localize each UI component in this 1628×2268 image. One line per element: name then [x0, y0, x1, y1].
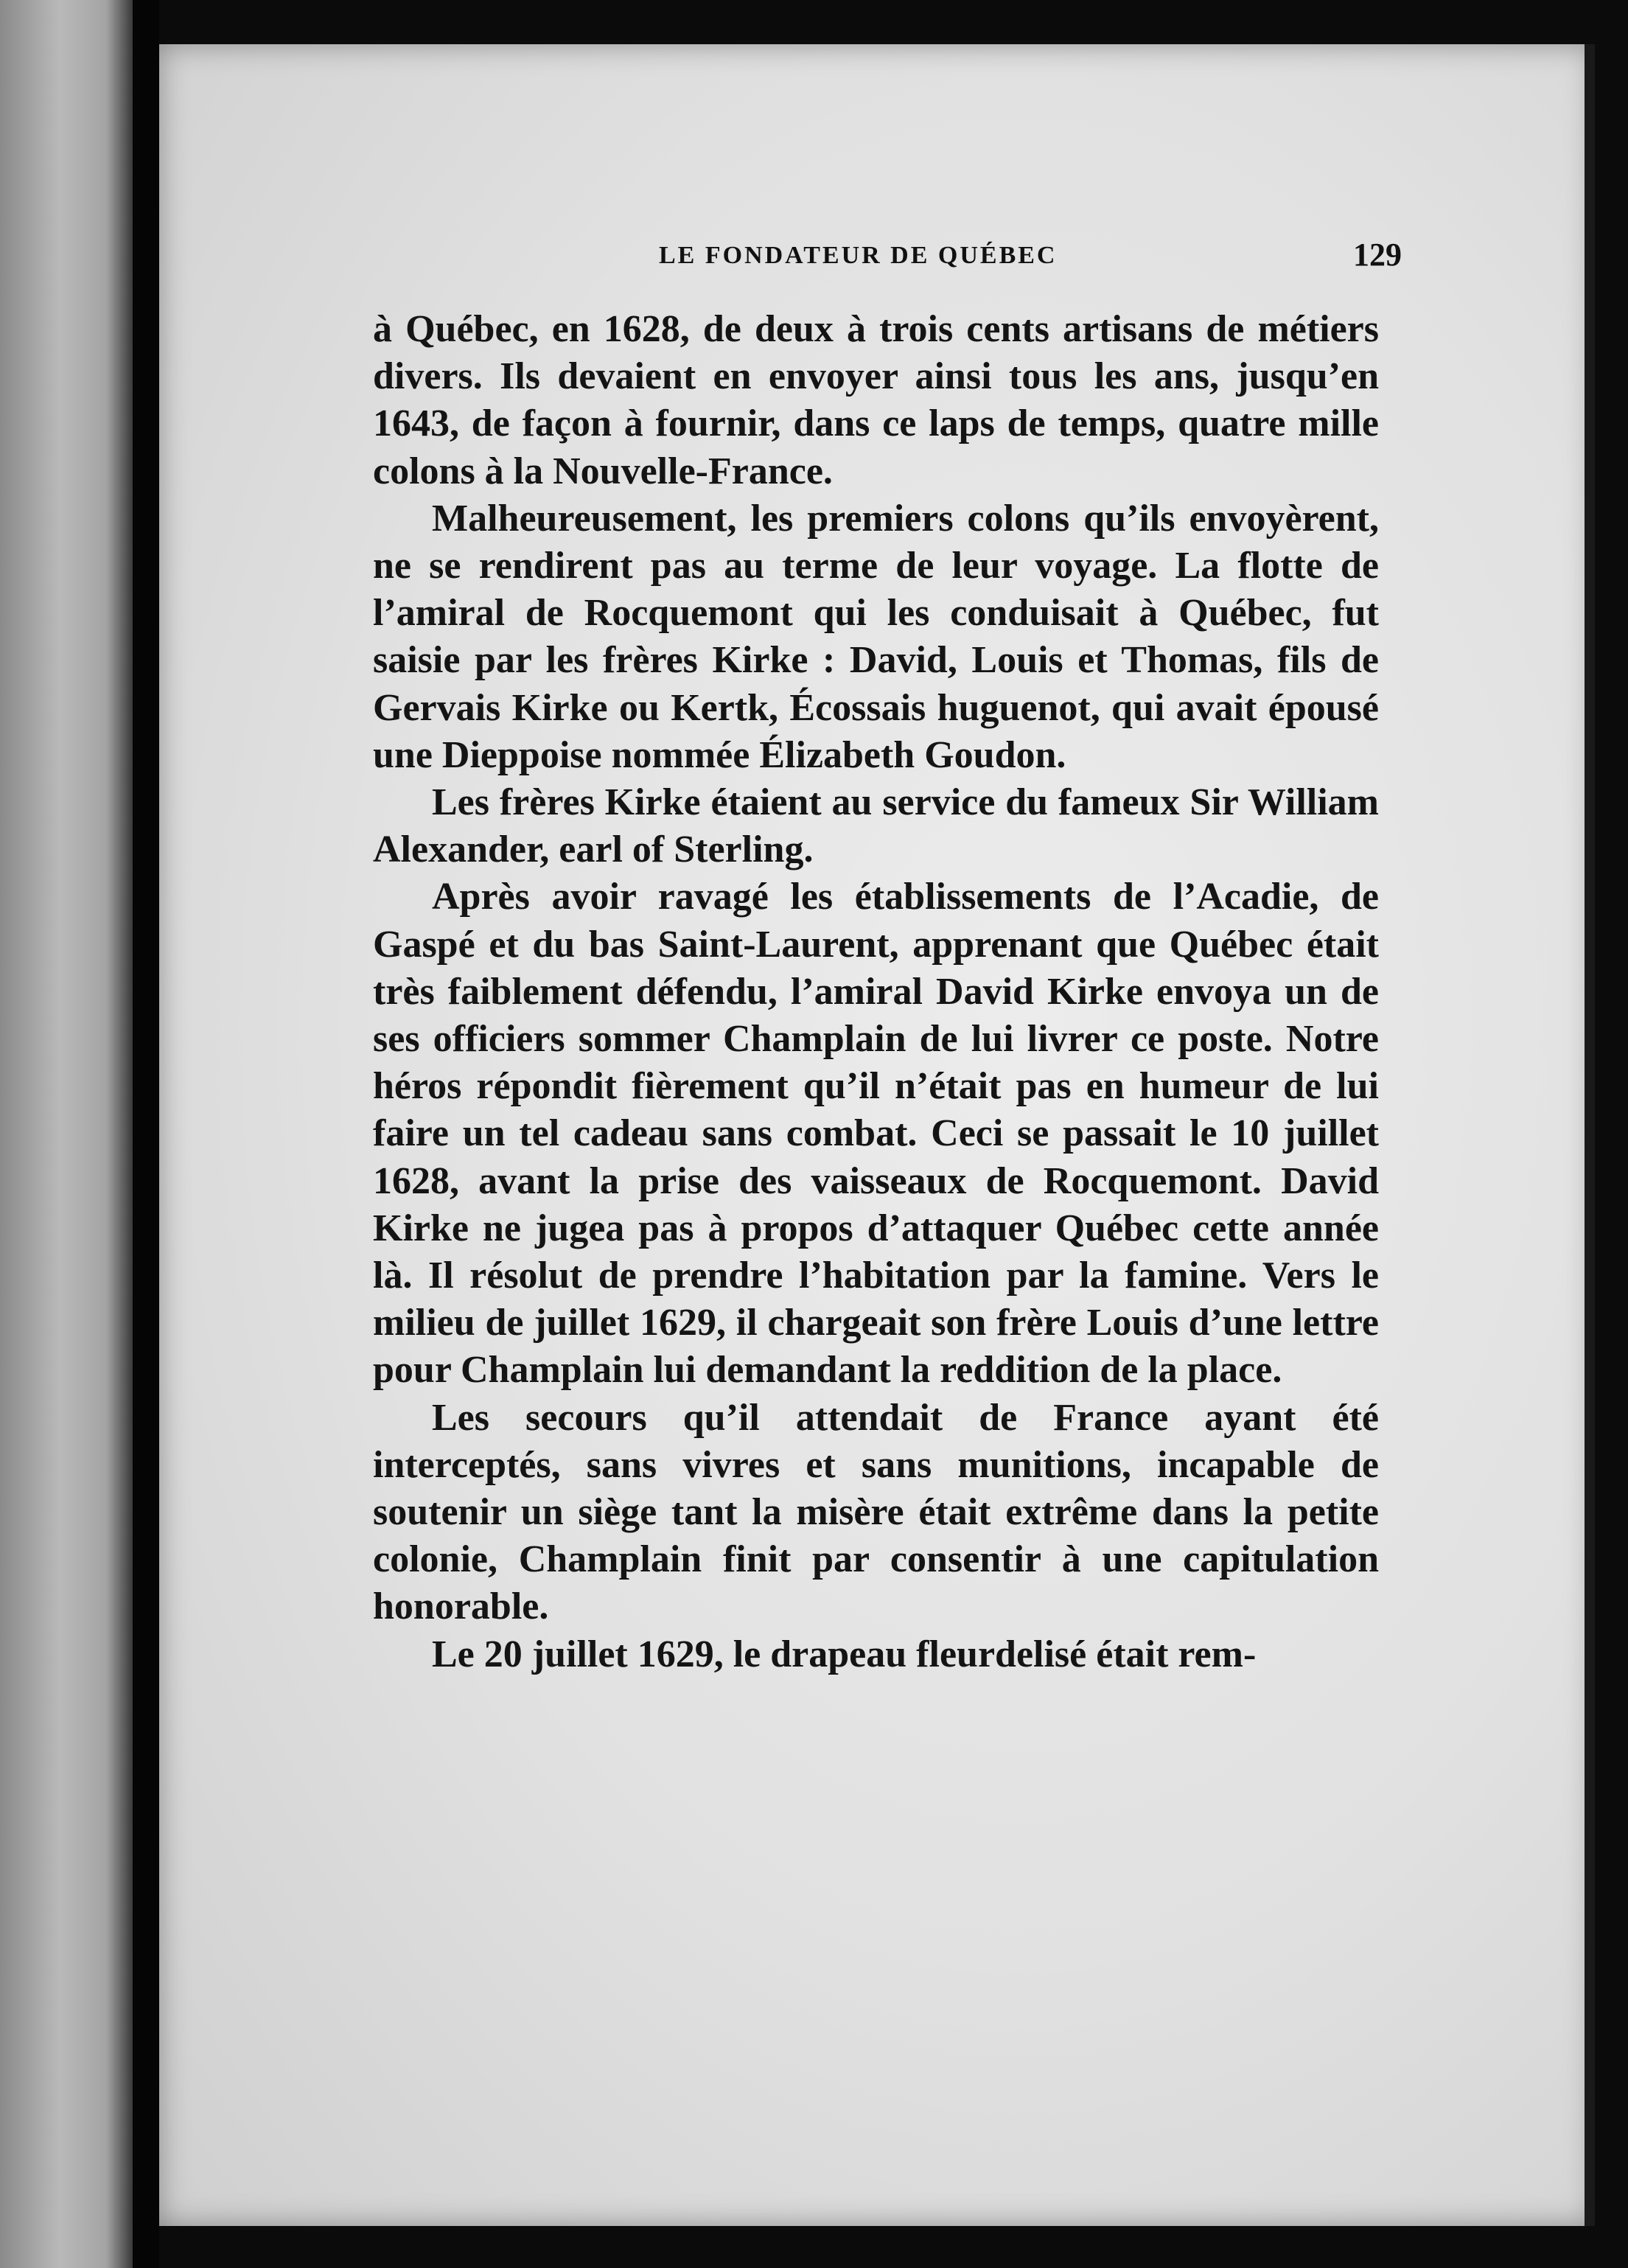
book-page — [159, 44, 1595, 2226]
paragraph-4: Après avoir ravagé les établissements de l’Acadie, de Gaspé et du bas Saint-Laurent, apprenant que Québec était très faiblement défendu, l’amiral David Kirke envoya un de ses officiers sommer Champlain de lui livrer ce poste. Notre héros répondit fièrement qu’il n’était pas en humeur de lui faire un tel cadeau sans combat. Ceci se passait le 10 juillet 1628, avant la prise des vaisseaux de Rocquemont. David Kirke ne jugea pas à propos d’attaquer Québec cette année là. Il résolut de prendre l’habitation par la famine. Vers le milieu de juillet 1629, il chargeait son frère Louis d’une lettre pour Champlain lui demandant la reddition de la place. — [373, 876, 1379, 1392]
page-number: 129 — [1353, 237, 1402, 273]
page-edge-shadow — [1585, 44, 1595, 2226]
paragraph-2: Malheureusement, les premiers colons qu’ils envoyèrent, ne se rendirent pas au terme de leur voyage. La flotte de l’amiral de Rocquemont qui les conduisait à Québec, fut saisie par les frères Kirke : David, Louis et Thomas, fils de Gervais Kirke ou Kertk, Écossais huguenot, qui avait épousé une Dieppoise nommée Élizabeth Goudon. — [373, 497, 1379, 776]
paragraph-3: Les frères Kirke étaient au service du fameux Sir William Alexander, earl of Sterling. — [373, 781, 1379, 871]
running-head-title: LE FONDATEUR DE QUÉBEC — [659, 242, 1058, 269]
paragraph-5: Les secours qu’il attendait de France ayant été interceptés, sans vivres et sans munitions, incapable de soutenir un siège tant la misère était extrême dans la petite colonie, Champlain finit par consentir à une capitulation honorable. — [373, 1396, 1379, 1628]
body-text — [373, 306, 1379, 1678]
facing-page-edge — [0, 0, 133, 2268]
paragraph-1: à Québec, en 1628, de deux à trois cents artisans de métiers divers. Ils devaient en envoyer ainsi tous les ans, jusqu’en 1643, de façon à fournir, dans ce laps de temps, quatre mille colons à la Nouvelle-France. — [373, 308, 1379, 492]
paragraph-6: Le 20 juillet 1629, le drapeau fleurdelisé était rem- — [432, 1633, 1257, 1675]
running-head — [159, 237, 1595, 286]
book-gutter — [133, 0, 159, 2268]
